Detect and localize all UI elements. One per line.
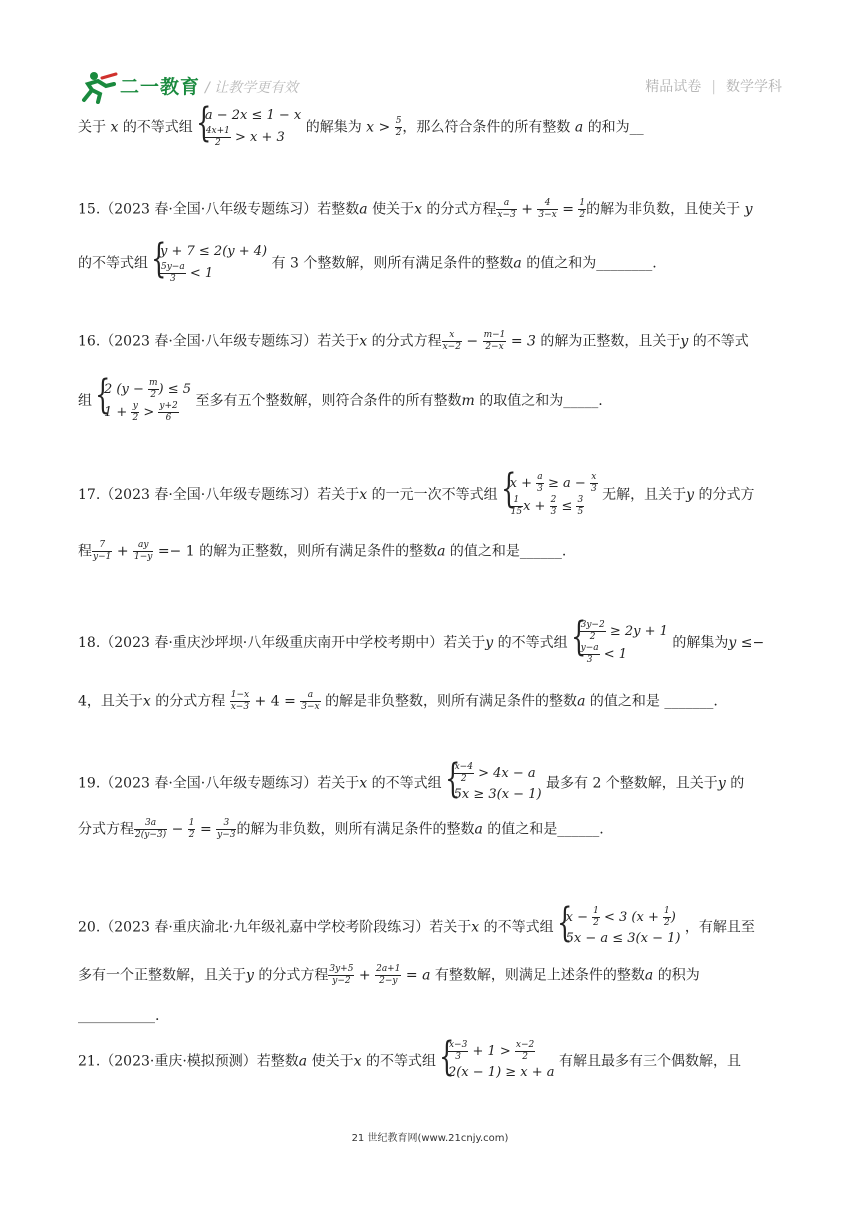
condition: x > (366, 119, 391, 136)
var-a: a (574, 119, 584, 136)
text: 的和为__ (587, 119, 644, 136)
question-19-line-1: 19.（2023 春·全国·八年级专题练习）若关于x 的不等式组 { $\frac{x-4}{2}$ > 4x − a 5x ≥ 3(x − 1) 最多有 2 个整数解，且关于y 的 (78, 762, 744, 805)
inequality-system: { x − $\frac{1}{2}$ < 3 (x + $\frac{1}{2}$ ) 5x − a ≤ 3(x − 1) (554, 906, 681, 949)
question-18-line-1: 18.（2023 春·重庆沙坪坝·八年级重庆南开中学校考期中）若关于y 的不等式组 { $\frac{3y-2}{2}$ ≥ 2y + 1 $\frac{y-a}{3}$ < 1 的解集为y ≤− (78, 620, 764, 666)
frac-num: 4x+1 (205, 126, 230, 136)
tag-subject: 数学学科 (726, 79, 782, 95)
question-20-line-3: ___________. (78, 1008, 160, 1024)
text: 的不等式组 (122, 119, 193, 136)
question-21-line-1: 21.（2023·重庆·模拟预测）若整数a 使关于x 的不等式组 { $\frac{x-3}{3}$ + 1 > $\frac{x-2}{2}$ 2(x − 1) ≥ x + a 有解且最多有三个偶数解，且 (78, 1040, 741, 1083)
question-20-line-2: 多有一个正整数解，且关于y 的分式方程 $\frac{3y+5}{y-2}$ + $\frac{2a+1}{2-y}$ = a 有整数解，则满足上述条件的整数a 的积为 (78, 964, 700, 986)
inequality-system: { $\frac{x-4}{2}$ > 4x − a 5x ≥ 3(x − 1) (442, 762, 542, 805)
question-20-line-1: 20.（2023 春·重庆渝北·九年级礼嘉中学校考阶段练习）若关于x 的不等式组 { x − $\frac{1}{2}$ < 3 (x + $\frac{1}{2}$ ) 5x − a ≤ 3(x − 1) ，有解且至 (78, 906, 755, 949)
question-16-line-1: 16.（2023 春·全国·八年级专题练习）若关于x 的分式方程 $\frac{x}{x-2}$ − $\frac{m-1}{2-x}$ = 3 的解为正整数，且关于y 的不等式 (78, 330, 749, 352)
question-17-line-1: 17.（2023 春·全国·八年级专题练习）若关于x 的一元一次不等式组 { x + $\frac{a}{3}$ ≥ a − $\frac{x}{3}$ $\frac{1}{15}$ x + $\frac{2}{3}$ ≤ $\frac{3}{5}$ 无解，且关于y 的分式方 (78, 472, 755, 518)
question-15-line-1: 15.（2023 春·全国·八年级专题练习）若整数a 使关于x 的分式方程 $\frac{a}{x-3}$ + $\frac{4}{3-x}$ = $\frac{1}{2}$ 的解为非负数，且使关于 y (78, 198, 753, 220)
question-14-line (78, 106, 644, 149)
page-header (0, 0, 860, 110)
inequality-system: { x + $\frac{a}{3}$ ≥ a − $\frac{x}{3}$ $\frac{1}{15}$ x + $\frac{2}{3}$ ≤ $\frac{3}{5}$ (498, 472, 598, 518)
sys-line-2 (205, 126, 301, 149)
text: 关于 (78, 119, 106, 136)
sys-rest: > x + 3 (235, 130, 285, 145)
tag-premium: 精品试卷 (645, 79, 702, 95)
subject-tag (645, 76, 782, 96)
fraction: $\frac{5}{2}$ (395, 116, 402, 138)
inequality-system: { $\frac{3y-2}{2}$ ≥ 2y + 1 $\frac{y-a}{3}$ < 1 (568, 620, 668, 666)
question-18-line-2: 4，且关于x 的分式方程 $\frac{1-x}{x-3}$ + 4 = $\frac{a}{3-x}$ 的解是非负整数，则所有满足条件的整数a 的值之和是 _______. (78, 690, 718, 712)
question-17-line-2: 程 $\frac{7}{y-1}$ + $\frac{ay}{1-y}$ =− 1 的解为正整数，则所有满足条件的整数a 的值之和是______. (78, 540, 567, 562)
inequality-system: { y + 7 ≤ 2(y + 4) $\frac{5y-a}{3}$ < 1 (148, 242, 267, 285)
question-19-line-2: 分式方程 $\frac{3a}{2(y-3)}$ − $\frac{1}{2}$ = $\frac{3}{y-3}$ 的解为非负数，则所有满足条件的整数a 的值之和是______. (78, 818, 604, 840)
tag-separator: | (711, 79, 716, 95)
inequality-system: { $\frac{x-3}{3}$ + 1 > $\frac{x-2}{2}$ 2(x − 1) ≥ x + a (436, 1040, 555, 1083)
brand-name: 二一教育 (120, 76, 201, 98)
brand-slogan: / 让教学更有效 (205, 80, 299, 96)
inequality-system (193, 106, 301, 149)
text: ，那么符合条件的所有整数 (402, 119, 571, 136)
frac-den: 2 (214, 138, 221, 148)
text: 的解集为 (305, 119, 362, 136)
page-footer: 21 世纪教育网(www.21cnjy.com) (351, 1133, 509, 1144)
var-x: x (110, 119, 119, 136)
question-15-line-2: 的不等式组 { y + 7 ≤ 2(y + 4) $\frac{5y-a}{3}$ < 1 有 3 个整数解，则所有满足条件的整数a 的值之和为________. (78, 242, 657, 285)
question-16-line-2: 组 { 2 (y − $\frac{m}{2}$ ) ≤ 5 1 + $\frac{y}{2}$ > $\frac{y+2}{6}$ 至多有五个整数解，则符合条件的所有整数m 的取值之和为_____. (78, 378, 603, 424)
sys-line-1: { a − 2x ≤ 1 − x (204, 108, 302, 123)
inequality-system: { 2 (y − $\frac{m}{2}$ ) ≤ 5 1 + $\frac{y}{2}$ > $\frac{y+2}{6}$ (92, 378, 191, 424)
